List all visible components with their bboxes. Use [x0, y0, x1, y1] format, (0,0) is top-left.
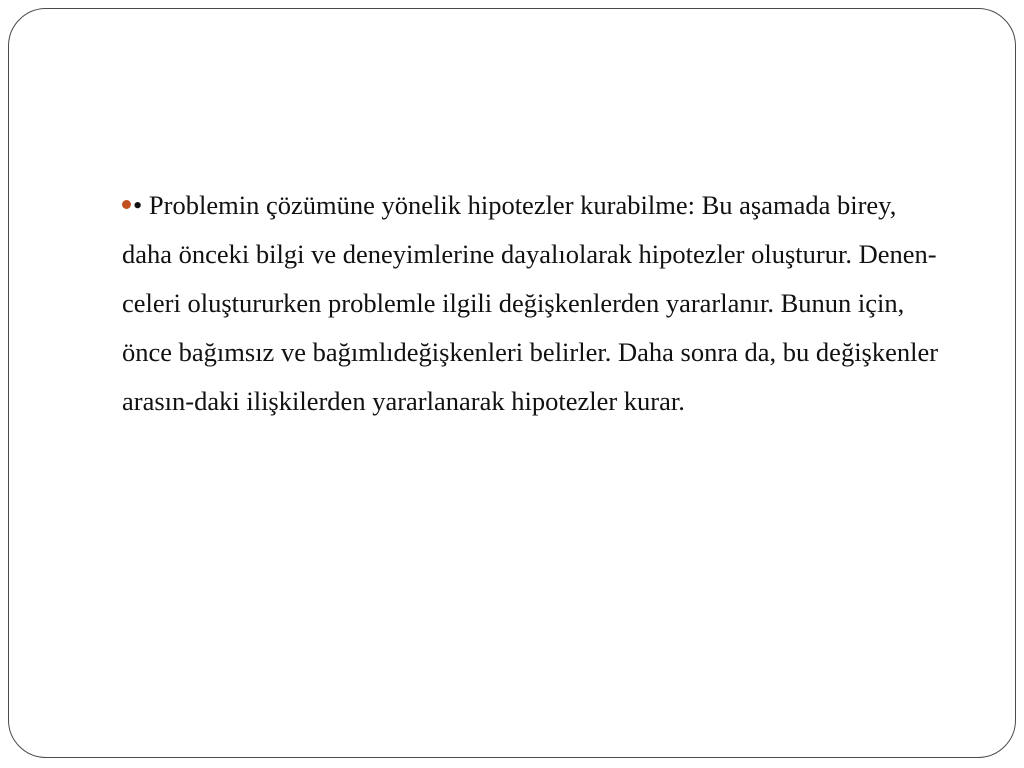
slide-content: [122, 181, 952, 426]
bullet-paragraph: [122, 181, 952, 426]
slide-frame: [8, 8, 1016, 758]
paragraph-text: • Problemin çözümüne yönelik hipotezler kurabilme: Bu aşamada birey, daha önceki bilgi ve deneyimlerine dayalıolarak hipotezler oluşturur. Denen-celeri oluştururken problemle ilgili değişkenlerden yararlanır. Bunun için, önce bağımsız ve bağımlıdeğişkenleri belirler. Daha sonra da, bu değişkenler arasın-daki ilişkilerden yararlanarak hipotezler kurar.: [122, 190, 939, 416]
bullet-dot-icon: [122, 200, 131, 209]
